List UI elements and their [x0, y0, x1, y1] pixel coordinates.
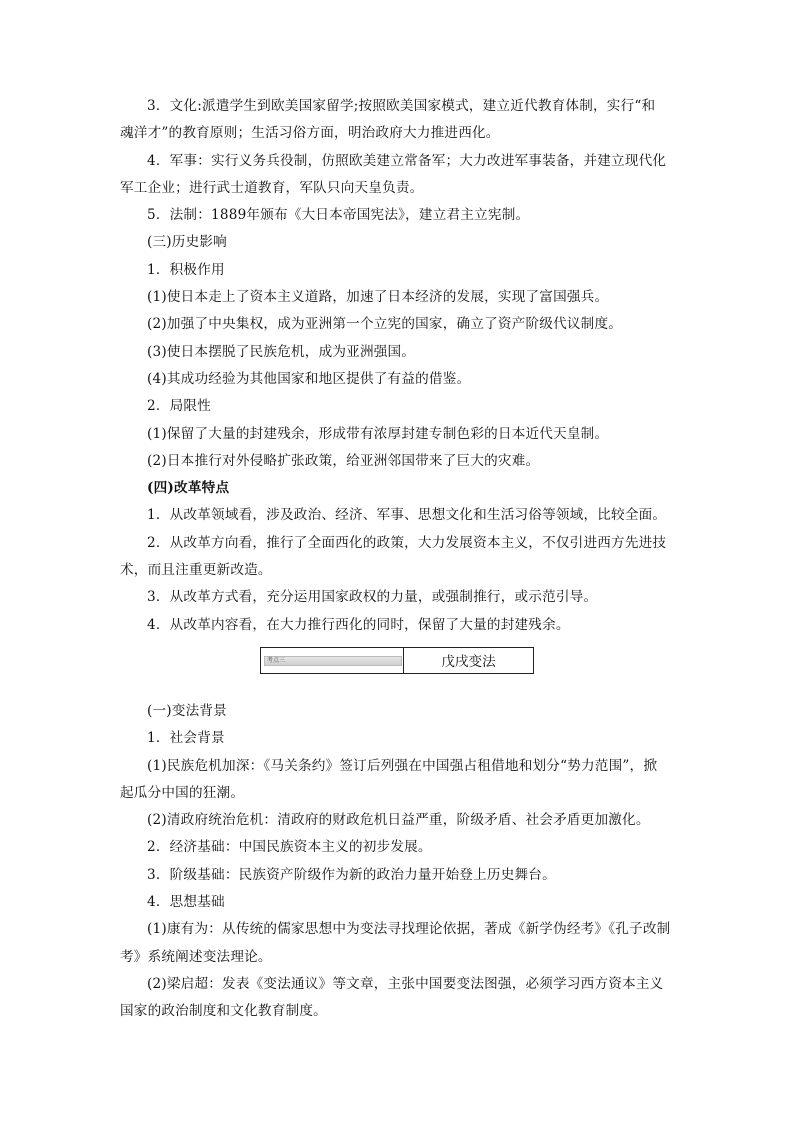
- subsection-heading: 4．思想基础: [147, 894, 225, 911]
- text-line: 考》系统阐述变法理论。: [120, 948, 272, 965]
- document-page: [120, 93, 676, 1026]
- section-heading: (一)变法背景: [147, 702, 227, 719]
- text-line: (1)康有为：从传统的儒家思想中为变法寻找理论依据，著成《新学伪经考》《孔子改制: [147, 921, 671, 938]
- text-line: (2)加强了中央集权，成为亚洲第一个立宪的国家，确立了资产阶级代议制度。: [147, 316, 623, 333]
- section-title: 戊戌变法: [403, 648, 533, 673]
- text-line: 3．文化:派遣学生到欧美国家留学;按照欧美国家模式，建立近代教育体制，实行“和: [147, 98, 656, 114]
- text-line: 3．从改革方式看，充分运用国家政权的力量，或强制推行，或示范引导。: [147, 589, 598, 606]
- text-line: 5．法制：1889年颁布《大日本帝国宪法》，建立君主立宪制。: [147, 207, 530, 224]
- text-line: 2．从改革方向看，推行了全面西化的政策，大力发展资本主义，不仅引进西方先进技: [147, 534, 667, 551]
- text-line: (1)使日本走上了资本主义道路，加速了日本经济的发展，实现了富国强兵。: [147, 289, 609, 306]
- text-line: 4．军事：实行义务兵役制，仿照欧美建立常备军；大力改进军事装备，并建立现代化: [147, 152, 667, 169]
- section-tag: [261, 648, 403, 673]
- subsection-heading: 1．社会背景: [147, 730, 225, 747]
- text-line: 术，而且注重更新改造。: [120, 562, 272, 579]
- text-line: (1)民族危机加深：《马关条约》签订后列强在中国强占租借地和划分“势力范围”，掀: [147, 757, 658, 774]
- text-line: (2)日本推行对外侵略扩张政策，给亚洲邻国带来了巨大的灾难。: [147, 452, 540, 469]
- text-line: 军工企业；进行武士道教育，军队只向天皇负责。: [120, 179, 424, 196]
- text-line: 2．经济基础：中国民族资本主义的初步发展。: [147, 839, 432, 856]
- text-line: 1．从改革领域看，涉及政治、经济、军事、思想文化和生活习俗等领域，比较全面。: [147, 507, 667, 524]
- text-line: (2)梁启超：发表《变法通议》等文章，主张中国要变法图强，必须学习西方资本主义: [147, 975, 664, 992]
- subsection-heading: 2．局限性: [147, 398, 212, 415]
- subsection-heading: 1．积极作用: [147, 261, 225, 278]
- text-line: (4)其成功经验为其他国家和地区提供了有益的借鉴。: [147, 370, 471, 387]
- text-line: 起瓜分中国的狂潮。: [120, 784, 245, 801]
- text-line: (2)清政府统治危机：清政府的财政危机日益严重，阶级矛盾、社会矛盾更加激化。: [147, 812, 650, 829]
- text-line: 3．阶级基础：民族资产阶级作为新的政治力量开始登上历史舞台。: [147, 866, 556, 883]
- tag-label: 考点三: [267, 656, 286, 664]
- text-line: 魂洋才”的教育原则；生活习俗方面，明治政府大力推进西化。: [120, 125, 500, 142]
- section-heading: (四)改革特点: [147, 480, 230, 497]
- text-line: (3)使日本摆脱了民族危机，成为亚洲强国。: [147, 343, 416, 360]
- text-line: 国家的政治制度和文化教育制度。: [120, 1003, 327, 1020]
- section-title-box: [260, 647, 534, 674]
- text-line: 4．从改革内容看，在大力推行西化的同时，保留了大量的封建残余。: [147, 616, 570, 633]
- text-line: (1)保留了大量的封建残余，形成带有浓厚封建专制色彩的日本近代天皇制。: [147, 425, 609, 442]
- section-heading: (三)历史影响: [147, 234, 227, 251]
